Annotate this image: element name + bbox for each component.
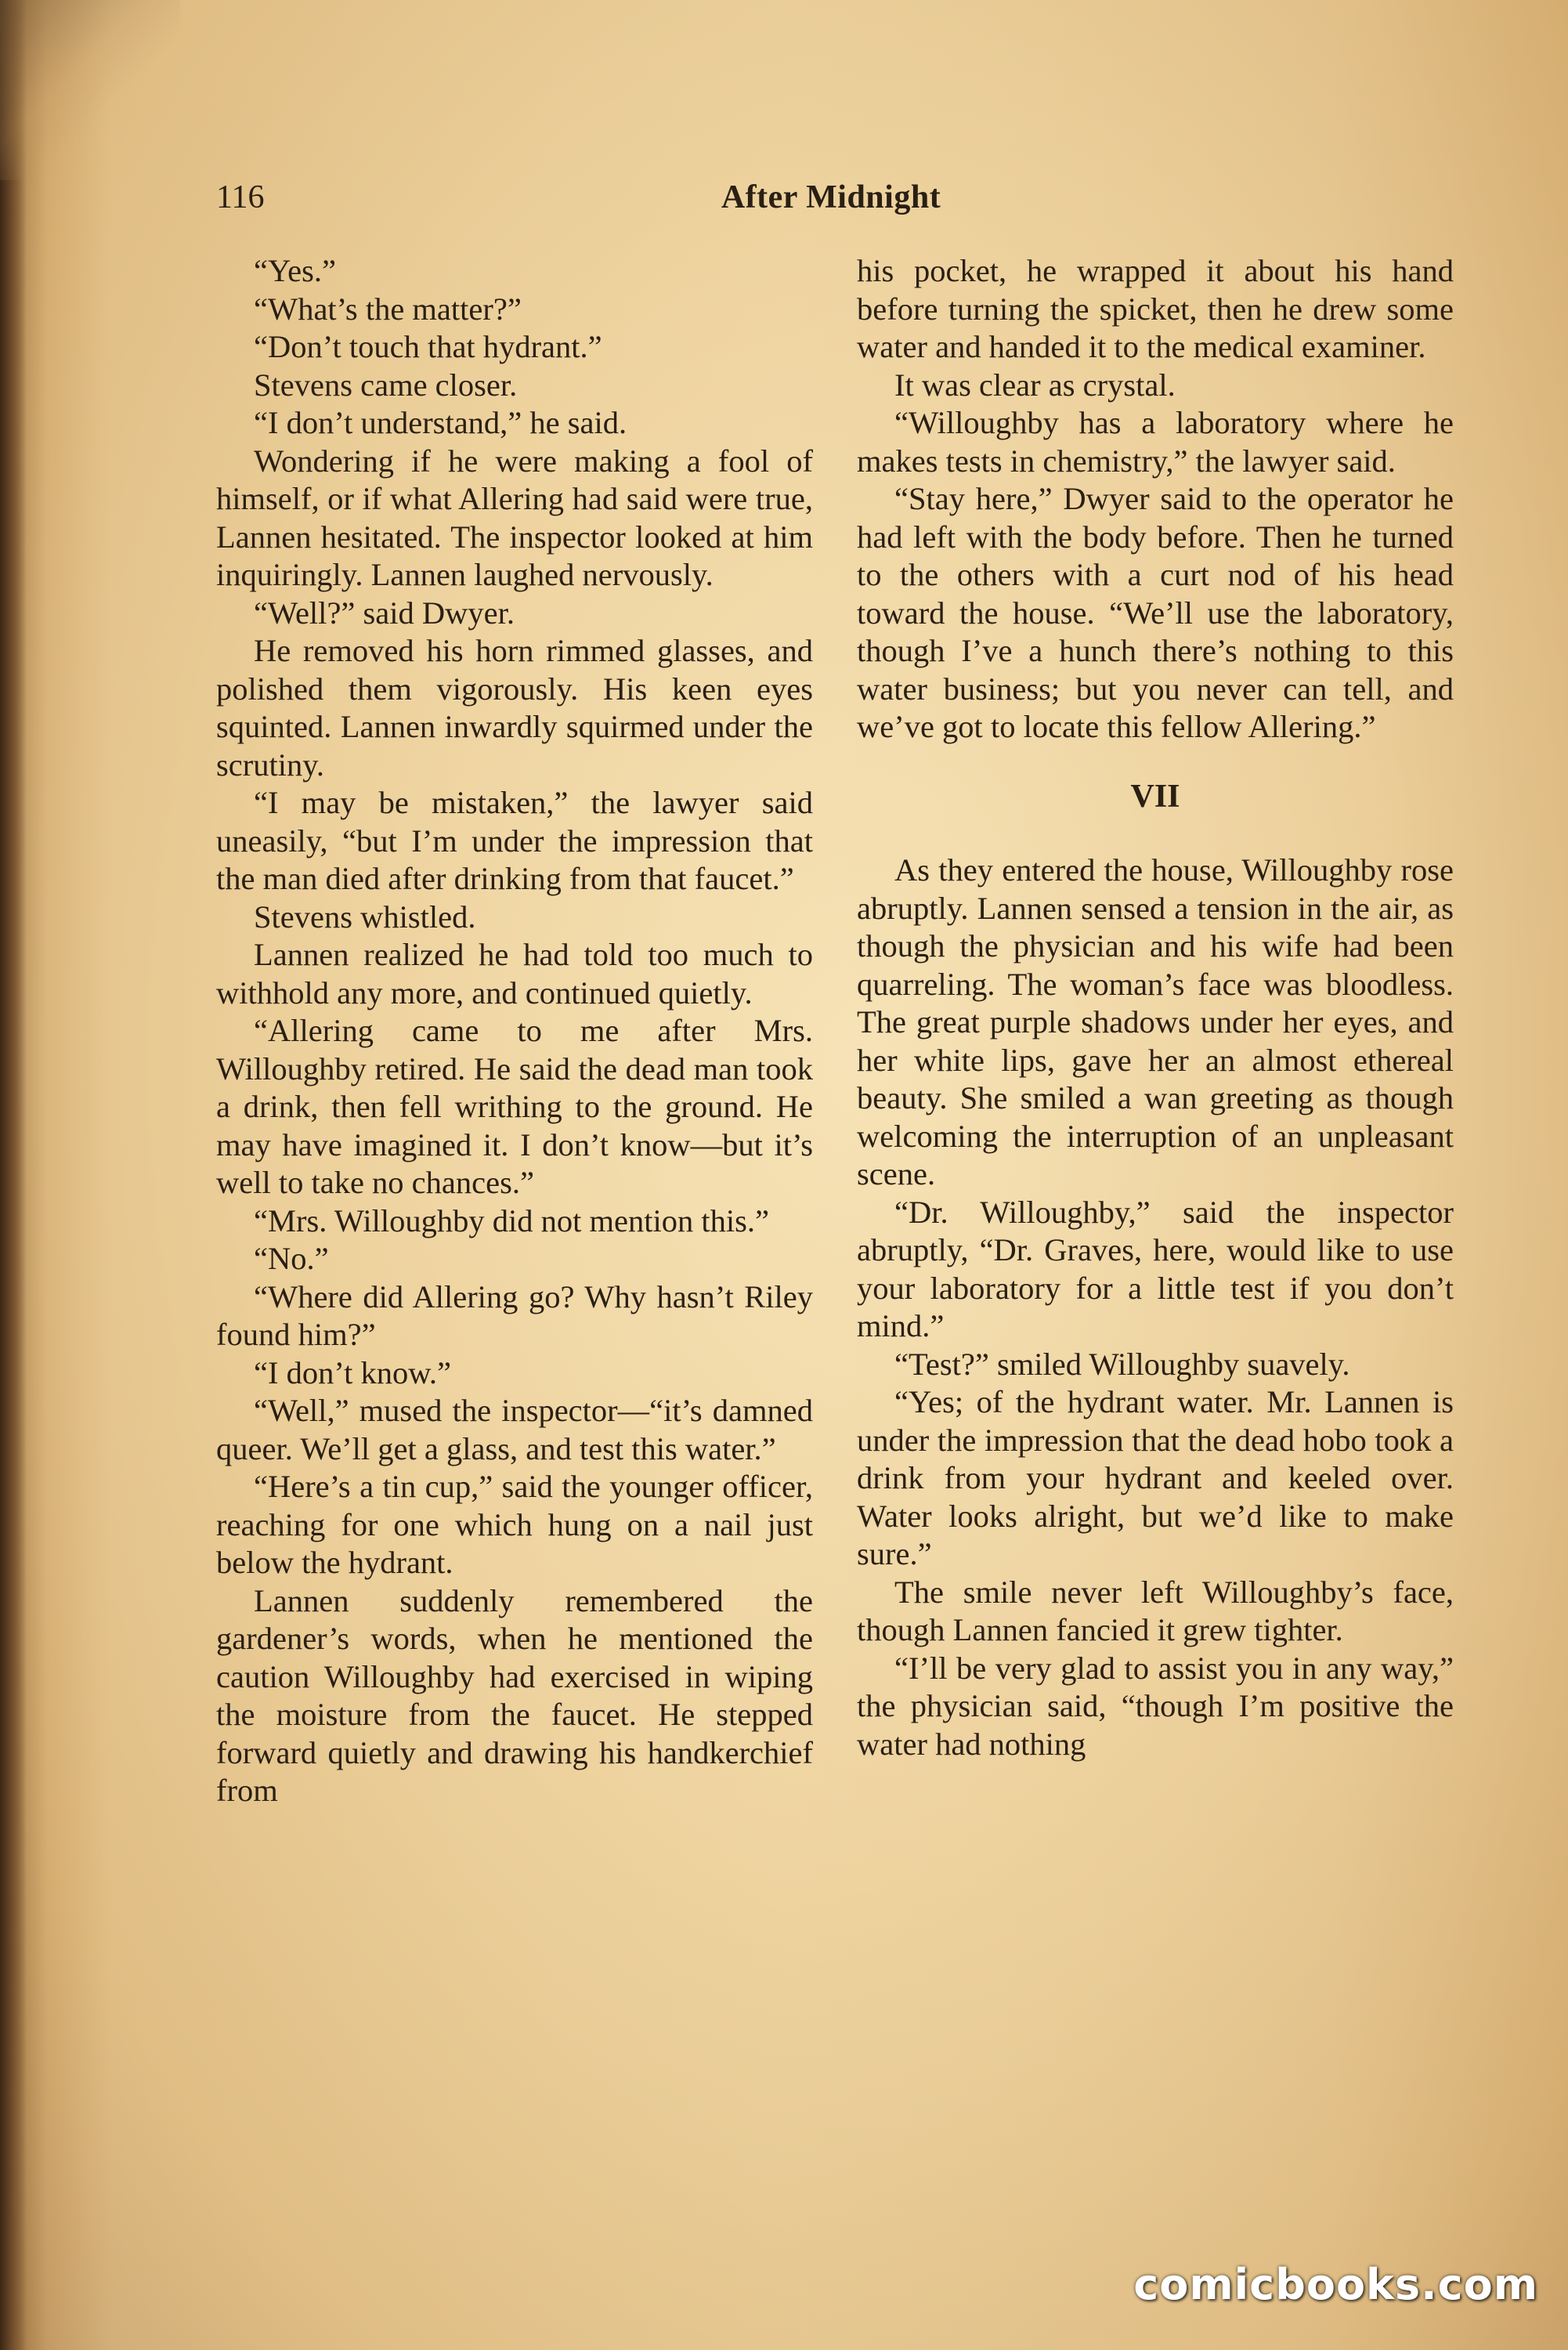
paragraph: “Here’s a tin cup,” said the younger officer, reaching for one which hung on a nail just below the hydrant. — [216, 1469, 813, 1580]
paragraph: Lannen suddenly remembered the gardener’s words, when he mentioned the caution Willoughby had exercised in wiping the moisture from the faucet. He stepped forward quietly and drawing his handkerchief from — [216, 1582, 813, 1808]
paragraph: It was clear as crystal. — [894, 367, 1176, 403]
paragraph: “Where did Allering go? Why hasn’t Riley found him?” — [216, 1278, 813, 1352]
page-number: 116 — [216, 179, 265, 215]
paragraph: “What’s the matter?” — [254, 291, 522, 327]
paragraph: He removed his horn rimmed glasses, and polished them vigorously. His keen eyes squinted. Lannen inwardly squirmed under the scrutiny. — [216, 633, 813, 783]
paragraph: “Mrs. Willoughby did not mention this.” — [254, 1202, 769, 1238]
paragraph: “Well,” mused the inspector—“it’s damned queer. We’ll get a glass, and test this water.” — [216, 1393, 813, 1466]
paragraph: Stevens came closer. — [254, 367, 518, 403]
paragraph: “Yes; of the hydrant water. Mr. Lannen is under the impression that the dead hobo took a drink from your hydrant and keeled over. Water looks alright, but we’d like to make sure.” — [857, 1384, 1454, 1571]
book-spine-shadow — [0, 0, 27, 2350]
paragraph: “Stay here,” Dwyer said to the operator he had left with the body before. Then he turned to the others with a curt nod of his head toward the house. “We’ll use the laboratory, though I’ve a hunch there’s nothing to this water business; but you never can tell, and we’ve got to locate this fellow Allering.” — [857, 481, 1454, 744]
paragraph: “Test?” smiled Willoughby suavely. — [894, 1346, 1350, 1382]
paragraph: Lannen realized he had told too much to withhold any more, and continued quietly. — [216, 937, 813, 1010]
paragraph: “Don’t touch that hydrant.” — [254, 329, 602, 364]
left-column — [216, 252, 813, 1810]
paragraph: The smile never left Willoughby’s face, though Lannen fancied it grew tighter. — [857, 1574, 1454, 1647]
paragraph: “I may be mistaken,” the lawyer said uneasily, “but I’m under the impression that the man died after drinking from that faucet.” — [216, 785, 813, 896]
paragraph: “I’ll be very glad to assist you in any way,” the physician said, “though I’m positive the water had nothing — [857, 1650, 1454, 1762]
paragraph: “I don’t know.” — [254, 1354, 451, 1390]
paragraph: Wondering if he were making a fool of himself, or if what Allering had said were true, Lannen hesitated. The inspector looked at him inquiringly. Lannen laughed nervously. — [216, 443, 813, 592]
running-title: After Midnight — [721, 179, 941, 215]
paragraph: “I don’t understand,” he said. — [254, 405, 627, 440]
paragraph: “Dr. Willoughby,” said the inspector abruptly, “Dr. Graves, here, would like to use your laboratory for a little test if you don’t mind.” — [857, 1194, 1454, 1343]
page-header — [216, 179, 1446, 226]
paragraph: “No.” — [254, 1241, 329, 1276]
paragraph: As they entered the house, Willoughby rose abruptly. Lannen sensed a tension in the air, as though the physician and his wife had been quarreling. The woman’s face was bloodless. The great purple shadows under her eyes, and her white lips, gave her an almost ethereal beauty. She smiled a wan greeting as though welcoming the interruption of an unpleasant scene. — [857, 852, 1454, 1191]
paragraph: Stevens whistled. — [254, 898, 476, 935]
right-column — [857, 252, 1454, 1763]
paragraph: “Allering came to me after Mrs. Willoughby retired. He said the dead man took a drink, then fell writhing to the ground. He may have imagined it. I don’t know—but it’s well to take no chances.” — [216, 1013, 813, 1200]
page-corner-stain — [0, 0, 180, 180]
paragraph-continued: his pocket, he wrapped it about his hand before turning the spicket, then he drew some water and handed it to the medical examiner. — [857, 253, 1454, 364]
site-watermark: comicbooks.com — [1133, 2260, 1538, 2309]
paragraph: “Willoughby has a laboratory where he makes tests in chemistry,” the lawyer said. — [857, 405, 1454, 479]
chapter-heading: VII — [1130, 778, 1180, 815]
paragraph: “Yes.” — [254, 253, 337, 288]
paragraph: “Well?” said Dwyer. — [254, 595, 515, 631]
